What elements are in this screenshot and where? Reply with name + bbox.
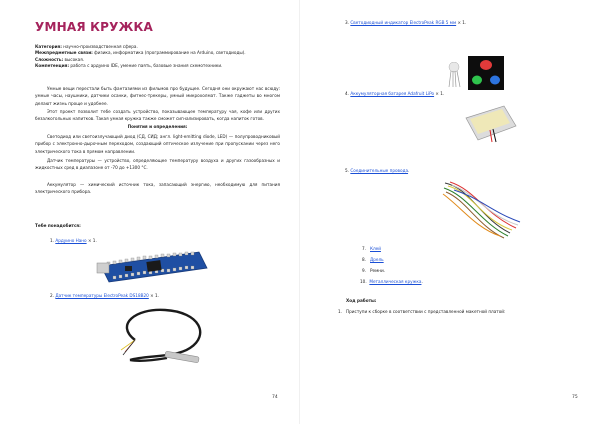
led-blue [490,76,500,85]
list-item: 10. Металлическая кружка. [360,279,423,284]
list-item: 3. Светодиодный индикатор ElectroPeak RGB 5 мм × 1. [345,20,467,25]
wire-bundle [443,182,520,238]
lipo-battery-image [460,100,520,145]
needed-heading: Тебе понадобится: [35,223,81,228]
intro-paragraph-2: Этот проект позволит тебе создать устройство, показывающее температуру чая, кофе или других безалкогольных напитков. Такая умная кружка также сможет сигнализировать, когда напиток готов. [35,109,280,122]
usb-connector [97,263,109,273]
page-title: УМНАЯ КРУЖКА [35,20,153,34]
work-heading: Ход работы: [346,298,377,303]
item-link-arduino-nano[interactable]: Ардуино Нано [55,238,87,243]
list-item: 2. Датчик температуры ElectroPeak DS18B20 × 1. [50,293,159,298]
microcontroller-chip [146,260,161,272]
list-item: 4. Аккумуляторная батарея Adafruit LiPo × 1. [345,91,445,96]
definition-battery: Аккумулятор — химический источник тока, запасающий энергию, необходимую для питания электрического прибора. [35,182,280,195]
list-item: 8. Дрель [362,257,384,262]
item-link-metal-mug[interactable]: Металлическая кружка [369,279,422,284]
list-item: 9. Ремни. [362,268,386,273]
led-red [480,60,492,70]
meta-competence: Компетенция: работа с ардуино IDE, умение паять, базовые знания схемотехники. [35,63,223,69]
project-meta [35,44,275,70]
item-link-glue[interactable]: Клей [370,246,381,251]
page-number-right: 75 [572,395,578,400]
concepts-heading: Понятия и определения: [127,124,188,129]
list-item: 5. Соединительные провода. [345,168,410,173]
step-item: 1. Приступи к сборке в соответствии с представленной макетной платой: [338,309,506,314]
item-link-drill[interactable]: Дрель [370,257,384,262]
definition-temp-sensor: Датчик температуры — устройство, определяющее температуру воздуха и других газообразных и жидкостных сред в диапазоне от -70 до +1300 °С. [35,158,280,171]
right-page [300,0,600,424]
definition-led: Светодиод или светоизлучающий диод (СД, СИД; англ. light-emitting diode, LED) — полупроводниковый прибор с электронно-дырочным переходом, создающий оптическое излучение при пропускании через него электрического тока в прямом направлении. [35,134,280,154]
usb-chip [125,266,132,271]
sensor-cable [127,310,200,360]
item-link-lipo-battery[interactable]: Аккумуляторная батарея Adafruit LiPo [350,91,435,96]
jumper-wires-image [440,178,525,240]
item-link-temp-sensor[interactable]: Датчик температуры ElectroPeak DS18B20 [55,293,149,298]
item-link-wires[interactable]: Соединительные провода [350,168,409,173]
led-legs-image [443,62,465,88]
item-straps: Ремни. [370,268,386,273]
meta-difficulty: Сложность: высокая. [35,56,85,62]
intro-paragraph-1: Умные вещи перестали быть фантазиями из фильмов про будущее. Сегодня они окружают нас всюду: умные часы, наушники, датчики осанки, фитнес-трекеры, умный микрохолмат. Также гаджеты во многом делают жизнь проще и удобнее. [35,86,280,106]
meta-category: Категория: научно-производственная сфера. [35,44,138,49]
temperature-sensor-image [105,300,215,380]
list-item: 1. Ардуино Нано × 1. [50,238,97,243]
list-item: 7. Клей [362,246,381,251]
rgb-led-image [468,56,504,90]
led-green [472,76,482,85]
meta-links: Межпредметные связи: физика, информатика (программирование на Arduino, светодиоды). [35,50,246,56]
item-link-rgb-led[interactable]: Светодиодный индикатор ElectroPeak RGB 5 мм [350,20,457,25]
page-number-left: 74 [272,395,278,400]
arduino-nano-image [95,246,215,286]
